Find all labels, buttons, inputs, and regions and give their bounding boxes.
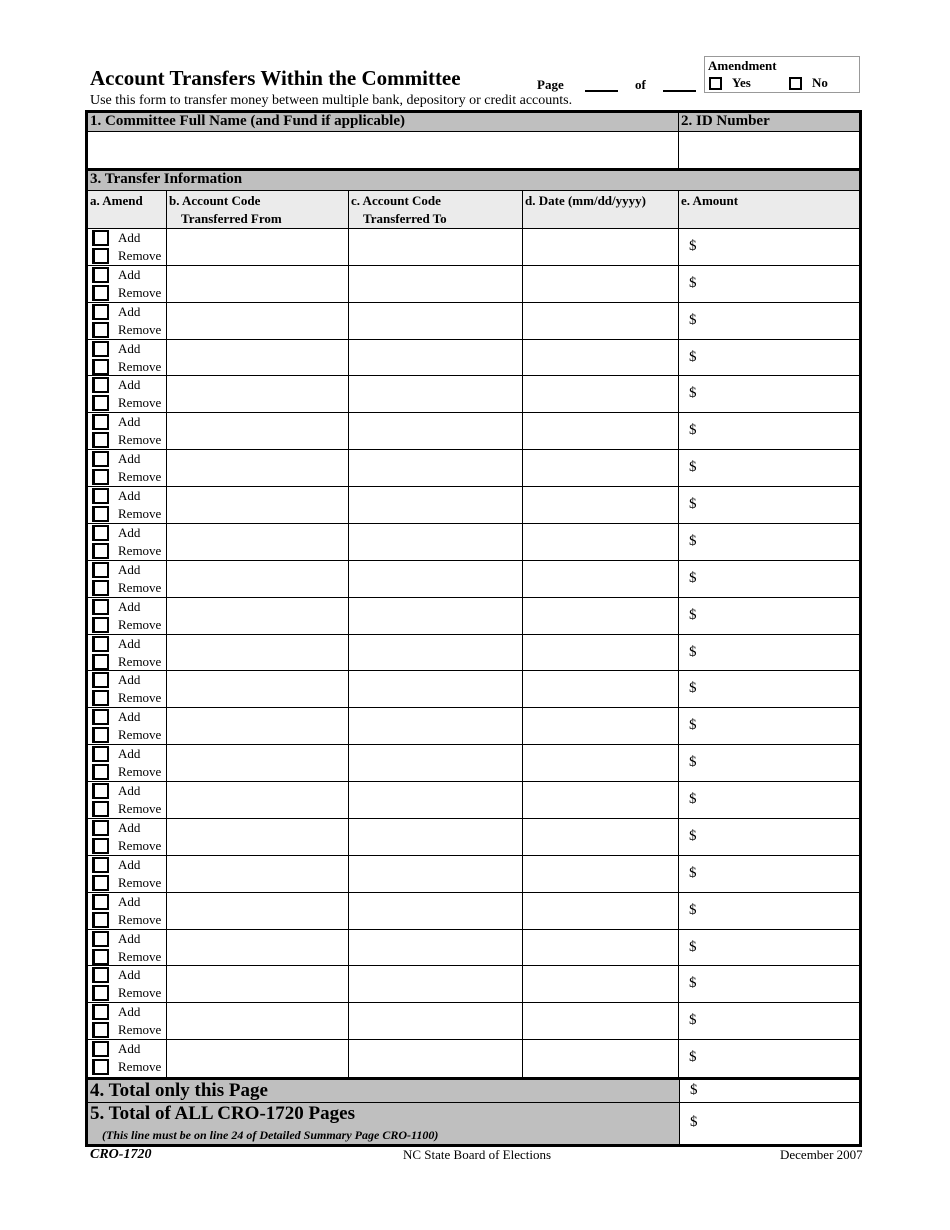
account-to-field[interactable]	[349, 635, 523, 671]
remove-label: Remove	[118, 727, 162, 743]
account-from-field[interactable]	[167, 856, 349, 892]
date-field[interactable]	[523, 413, 679, 449]
total-page-label-cell	[88, 1080, 679, 1103]
account-from-field[interactable]	[167, 893, 349, 929]
table-row	[88, 930, 859, 967]
remove-label: Remove	[118, 1022, 162, 1038]
table-row	[88, 561, 859, 598]
add-label: Add	[118, 524, 141, 540]
remove-checkbox[interactable]	[92, 432, 109, 448]
remove-checkbox[interactable]	[92, 727, 109, 743]
amend-cell	[88, 745, 167, 781]
date-field[interactable]	[523, 1040, 679, 1077]
remove-label: Remove	[118, 358, 162, 374]
remove-checkbox[interactable]	[92, 580, 109, 596]
of-label: of	[635, 77, 646, 92]
account-from-field[interactable]	[167, 966, 349, 1002]
account-from-field[interactable]	[167, 1003, 349, 1039]
remove-checkbox[interactable]	[92, 912, 109, 928]
amount-currency: $	[689, 385, 697, 402]
amend-cell	[88, 856, 167, 892]
add-checkbox[interactable]	[92, 636, 109, 652]
remove-label: Remove	[118, 874, 162, 890]
table-row	[88, 303, 859, 340]
amend-cell	[88, 1003, 167, 1039]
amount-currency: $	[689, 680, 697, 697]
remove-checkbox[interactable]	[92, 1059, 109, 1075]
account-to-field[interactable]	[349, 598, 523, 634]
amount-field[interactable]	[679, 413, 859, 449]
remove-checkbox[interactable]	[92, 543, 109, 559]
amount-currency: $	[689, 1012, 697, 1029]
amount-field[interactable]	[679, 376, 859, 412]
remove-checkbox[interactable]	[92, 985, 109, 1001]
amend-cell	[88, 708, 167, 744]
table-row	[88, 635, 859, 672]
account-to-field[interactable]	[349, 487, 523, 523]
remove-checkbox[interactable]	[92, 506, 109, 522]
remove-checkbox[interactable]	[92, 285, 109, 301]
id-number-field[interactable]	[678, 132, 859, 168]
amend-cell	[88, 487, 167, 523]
amount-field[interactable]	[679, 561, 859, 597]
remove-checkbox[interactable]	[92, 690, 109, 706]
account-from-field[interactable]	[167, 1040, 349, 1077]
add-label: Add	[118, 377, 141, 393]
date-field[interactable]	[523, 966, 679, 1002]
amount-field[interactable]	[679, 671, 859, 707]
amend-cell	[88, 524, 167, 560]
table-row	[88, 856, 859, 893]
remove-label: Remove	[118, 616, 162, 632]
add-checkbox[interactable]	[92, 451, 109, 467]
page-label: Page	[537, 77, 564, 92]
col-to-header-line2: Transferred To	[363, 211, 447, 226]
date-field[interactable]	[523, 340, 679, 376]
amend-cell	[88, 266, 167, 302]
account-to-field[interactable]	[349, 413, 523, 449]
total-all-note: (This line must be on line 24 of Detailed Summary Page CRO-1100)	[102, 1128, 439, 1142]
amend-cell	[88, 450, 167, 486]
add-checkbox[interactable]	[92, 230, 109, 246]
remove-label: Remove	[118, 321, 162, 337]
date-field[interactable]	[523, 893, 679, 929]
add-checkbox[interactable]	[92, 820, 109, 836]
remove-label: Remove	[118, 432, 162, 448]
amend-cell	[88, 1040, 167, 1077]
amend-cell	[88, 671, 167, 707]
account-from-field[interactable]	[167, 930, 349, 966]
total-all-label-cell	[88, 1103, 679, 1144]
amount-currency: $	[689, 238, 697, 254]
add-label: Add	[118, 672, 141, 688]
table-row	[88, 376, 859, 413]
date-field[interactable]	[523, 598, 679, 634]
date-field[interactable]	[523, 671, 679, 707]
account-to-field[interactable]	[349, 303, 523, 339]
table-row	[88, 671, 859, 708]
remove-label: Remove	[118, 1059, 162, 1075]
account-to-field[interactable]	[349, 229, 523, 265]
add-label: Add	[118, 967, 141, 983]
account-from-field[interactable]	[167, 524, 349, 560]
remove-checkbox[interactable]	[92, 838, 109, 854]
add-checkbox[interactable]	[92, 599, 109, 615]
account-to-field[interactable]	[349, 930, 523, 966]
account-to-field[interactable]	[349, 671, 523, 707]
amend-cell	[88, 561, 167, 597]
add-label: Add	[118, 561, 141, 577]
table-row	[88, 598, 859, 635]
remove-checkbox[interactable]	[92, 395, 109, 411]
add-label: Add	[118, 230, 141, 245]
transfer-info-label: 3. Transfer Information	[90, 171, 243, 187]
add-checkbox[interactable]	[92, 414, 109, 430]
account-to-field[interactable]	[349, 819, 523, 855]
amendment-yes-label: Yes	[732, 75, 751, 90]
form-frame	[85, 110, 862, 1147]
account-from-field[interactable]	[167, 303, 349, 339]
remove-label: Remove	[118, 911, 162, 927]
account-to-field[interactable]	[349, 1040, 523, 1077]
amount-currency: $	[689, 569, 697, 586]
amend-cell	[88, 893, 167, 929]
amount-field[interactable]	[679, 708, 859, 744]
date-field[interactable]	[523, 524, 679, 560]
add-label: Add	[118, 709, 141, 725]
account-from-field[interactable]	[167, 671, 349, 707]
checkbox-icon[interactable]	[709, 77, 722, 90]
amount-field[interactable]	[679, 487, 859, 523]
amount-currency: $	[689, 348, 697, 365]
remove-label: Remove	[118, 690, 162, 706]
table-row	[88, 1040, 859, 1077]
remove-label: Remove	[118, 837, 162, 853]
add-label: Add	[118, 746, 141, 762]
amount-currency: $	[689, 606, 697, 623]
amount-field[interactable]	[679, 450, 859, 486]
add-checkbox[interactable]	[92, 377, 109, 393]
amount-currency: $	[689, 311, 697, 328]
remove-label: Remove	[118, 579, 162, 595]
date-field[interactable]	[523, 229, 679, 265]
total-page-amount-field[interactable]	[679, 1080, 859, 1103]
form-date: December 2007	[780, 1147, 863, 1162]
add-checkbox[interactable]	[92, 341, 109, 357]
amount-field[interactable]	[679, 819, 859, 855]
account-to-field[interactable]	[349, 745, 523, 781]
account-from-field[interactable]	[167, 340, 349, 376]
date-field[interactable]	[523, 1003, 679, 1039]
amount-currency: $	[689, 975, 697, 992]
amount-currency: $	[689, 274, 697, 291]
table-row	[88, 1003, 859, 1040]
amount-currency: $	[689, 459, 697, 476]
account-from-field[interactable]	[167, 745, 349, 781]
amend-cell	[88, 340, 167, 376]
add-checkbox[interactable]	[92, 894, 109, 910]
amount-currency: $	[689, 938, 697, 955]
date-field[interactable]	[523, 930, 679, 966]
table-row	[88, 524, 859, 561]
account-to-field[interactable]	[349, 266, 523, 302]
amount-field[interactable]	[679, 1040, 859, 1077]
committee-name-label: 1. Committee Full Name (and Fund if applicable)	[90, 113, 405, 129]
add-checkbox[interactable]	[92, 931, 109, 947]
amount-currency: $	[689, 1049, 697, 1066]
add-checkbox[interactable]	[92, 488, 109, 504]
account-to-field[interactable]	[349, 561, 523, 597]
date-field[interactable]	[523, 487, 679, 523]
account-to-field[interactable]	[349, 893, 523, 929]
amendment-no-label: No	[812, 75, 828, 90]
remove-label: Remove	[118, 395, 162, 411]
date-field[interactable]	[523, 635, 679, 671]
col-from-header-line2: Transferred From	[181, 211, 282, 226]
amend-cell	[88, 303, 167, 339]
account-to-field[interactable]	[349, 856, 523, 892]
remove-label: Remove	[118, 985, 162, 1001]
account-to-field[interactable]	[349, 782, 523, 818]
remove-label: Remove	[118, 653, 162, 669]
date-field[interactable]	[523, 819, 679, 855]
account-from-field[interactable]	[167, 376, 349, 412]
remove-label: Remove	[118, 248, 162, 263]
table-row	[88, 450, 859, 487]
amount-field[interactable]	[679, 745, 859, 781]
col-to-header-line1: c. Account Code	[351, 193, 441, 208]
remove-label: Remove	[118, 764, 162, 780]
add-checkbox[interactable]	[92, 783, 109, 799]
remove-checkbox[interactable]	[92, 617, 109, 633]
table-row	[88, 819, 859, 856]
account-to-field[interactable]	[349, 708, 523, 744]
add-label: Add	[118, 340, 141, 356]
date-field[interactable]	[523, 856, 679, 892]
amount-currency: $	[689, 791, 697, 808]
amount-field[interactable]	[679, 930, 859, 966]
amount-field[interactable]	[679, 598, 859, 634]
amount-field[interactable]	[679, 966, 859, 1002]
remove-checkbox[interactable]	[92, 764, 109, 780]
amount-field[interactable]	[679, 635, 859, 671]
add-label: Add	[118, 598, 141, 614]
amount-currency: $	[689, 864, 697, 881]
remove-label: Remove	[118, 506, 162, 522]
amend-cell	[88, 376, 167, 412]
add-label: Add	[118, 819, 141, 835]
column-headers	[88, 191, 859, 229]
table-row	[88, 266, 859, 303]
table-row	[88, 340, 859, 377]
add-checkbox[interactable]	[92, 1041, 109, 1057]
amount-currency: $	[689, 827, 697, 844]
table-row	[88, 229, 859, 266]
date-field[interactable]	[523, 708, 679, 744]
add-checkbox[interactable]	[92, 304, 109, 320]
amount-field[interactable]	[679, 782, 859, 818]
date-field[interactable]	[523, 561, 679, 597]
amount-currency: $	[689, 643, 697, 660]
amount-field[interactable]	[679, 340, 859, 376]
account-from-field[interactable]	[167, 413, 349, 449]
amount-currency: $	[689, 754, 697, 771]
add-checkbox[interactable]	[92, 525, 109, 541]
account-from-field[interactable]	[167, 598, 349, 634]
table-row	[88, 413, 859, 450]
amend-cell	[88, 635, 167, 671]
amount-field[interactable]	[679, 893, 859, 929]
add-label: Add	[118, 635, 141, 651]
amend-cell	[88, 966, 167, 1002]
add-checkbox[interactable]	[92, 857, 109, 873]
total-all-amount-field[interactable]	[679, 1103, 859, 1144]
remove-checkbox[interactable]	[92, 1022, 109, 1038]
form-id: CRO-1720	[90, 1147, 152, 1162]
add-label: Add	[118, 1041, 141, 1057]
remove-label: Remove	[118, 469, 162, 485]
committee-name-field[interactable]	[88, 132, 678, 168]
amend-cell	[88, 413, 167, 449]
account-from-field[interactable]	[167, 450, 349, 486]
amount-currency: $	[689, 496, 697, 513]
date-field[interactable]	[523, 303, 679, 339]
checkbox-icon[interactable]	[789, 77, 802, 90]
add-label: Add	[118, 856, 141, 872]
table-row	[88, 487, 859, 524]
add-checkbox[interactable]	[92, 562, 109, 578]
date-field[interactable]	[523, 745, 679, 781]
account-from-field[interactable]	[167, 266, 349, 302]
section1-header	[88, 113, 859, 132]
table-row	[88, 966, 859, 1003]
total-page-currency: $	[690, 1082, 698, 1098]
amendment-label: Amendment	[708, 58, 777, 73]
add-checkbox[interactable]	[92, 267, 109, 283]
page-total-field[interactable]	[663, 90, 696, 92]
add-label: Add	[118, 414, 141, 430]
col-amount-header: e. Amount	[681, 193, 739, 208]
date-field[interactable]	[523, 782, 679, 818]
form-instructions: Use this form to transfer money between multiple bank, depository or credit accounts.	[90, 93, 573, 108]
amendment-yes-option[interactable]	[709, 75, 751, 91]
table-row	[88, 782, 859, 819]
amend-cell	[88, 930, 167, 966]
remove-checkbox[interactable]	[92, 248, 109, 264]
account-from-field[interactable]	[167, 708, 349, 744]
remove-label: Remove	[118, 542, 162, 558]
amount-field[interactable]	[679, 1003, 859, 1039]
col-amend-header: a. Amend	[90, 193, 143, 208]
date-field[interactable]	[523, 450, 679, 486]
page-number-field[interactable]	[585, 90, 618, 92]
amend-cell	[88, 819, 167, 855]
remove-checkbox[interactable]	[92, 654, 109, 670]
remove-checkbox[interactable]	[92, 949, 109, 965]
add-label: Add	[118, 451, 141, 467]
amendment-box	[704, 56, 860, 93]
remove-label: Remove	[118, 801, 162, 817]
table-row	[88, 708, 859, 745]
amount-field[interactable]	[679, 303, 859, 339]
col-from-header-line1: b. Account Code	[169, 193, 261, 208]
add-checkbox[interactable]	[92, 709, 109, 725]
account-from-field[interactable]	[167, 487, 349, 523]
amount-field[interactable]	[679, 266, 859, 302]
agency-name: NC State Board of Elections	[403, 1147, 552, 1162]
amend-cell	[88, 598, 167, 634]
remove-checkbox[interactable]	[92, 875, 109, 891]
account-from-field[interactable]	[167, 782, 349, 818]
add-label: Add	[118, 303, 141, 319]
total-all-currency: $	[690, 1114, 698, 1130]
add-label: Add	[118, 266, 141, 282]
total-all-label: 5. Total of ALL CRO-1720 Pages	[90, 1103, 355, 1124]
account-to-field[interactable]	[349, 1003, 523, 1039]
account-from-field[interactable]	[167, 229, 349, 265]
add-checkbox[interactable]	[92, 1004, 109, 1020]
amount-field[interactable]	[679, 524, 859, 560]
table-row	[88, 745, 859, 782]
account-from-field[interactable]	[167, 561, 349, 597]
add-checkbox[interactable]	[92, 967, 109, 983]
date-field[interactable]	[523, 266, 679, 302]
amount-currency: $	[689, 717, 697, 734]
amendment-no-option[interactable]	[789, 75, 828, 91]
add-label: Add	[118, 1004, 141, 1020]
remove-label: Remove	[118, 284, 162, 300]
add-checkbox[interactable]	[92, 746, 109, 762]
date-field[interactable]	[523, 376, 679, 412]
id-number-label: 2. ID Number	[681, 113, 770, 129]
account-to-field[interactable]	[349, 524, 523, 560]
remove-checkbox[interactable]	[92, 469, 109, 485]
total-page-label: 4. Total only this Page	[90, 1080, 268, 1101]
amend-cell	[88, 229, 167, 265]
account-to-field[interactable]	[349, 376, 523, 412]
form-title: Account Transfers Within the Committee	[90, 66, 461, 90]
remove-checkbox[interactable]	[92, 359, 109, 375]
account-to-field[interactable]	[349, 450, 523, 486]
account-from-field[interactable]	[167, 635, 349, 671]
add-label: Add	[118, 488, 141, 504]
amount-currency: $	[689, 901, 697, 918]
add-label: Add	[118, 930, 141, 946]
section3-header	[88, 171, 859, 191]
account-from-field[interactable]	[167, 819, 349, 855]
amount-field[interactable]	[679, 856, 859, 892]
amount-currency: $	[689, 422, 697, 439]
account-to-field[interactable]	[349, 966, 523, 1002]
col-date-header: d. Date (mm/dd/yyyy)	[525, 193, 646, 208]
add-label: Add	[118, 783, 141, 799]
add-label: Add	[118, 893, 141, 909]
amount-currency: $	[689, 532, 697, 549]
remove-checkbox[interactable]	[92, 801, 109, 817]
table-row	[88, 893, 859, 930]
add-checkbox[interactable]	[92, 672, 109, 688]
amend-cell	[88, 782, 167, 818]
remove-label: Remove	[118, 948, 162, 964]
amount-field[interactable]	[679, 229, 859, 265]
remove-checkbox[interactable]	[92, 322, 109, 338]
account-to-field[interactable]	[349, 340, 523, 376]
